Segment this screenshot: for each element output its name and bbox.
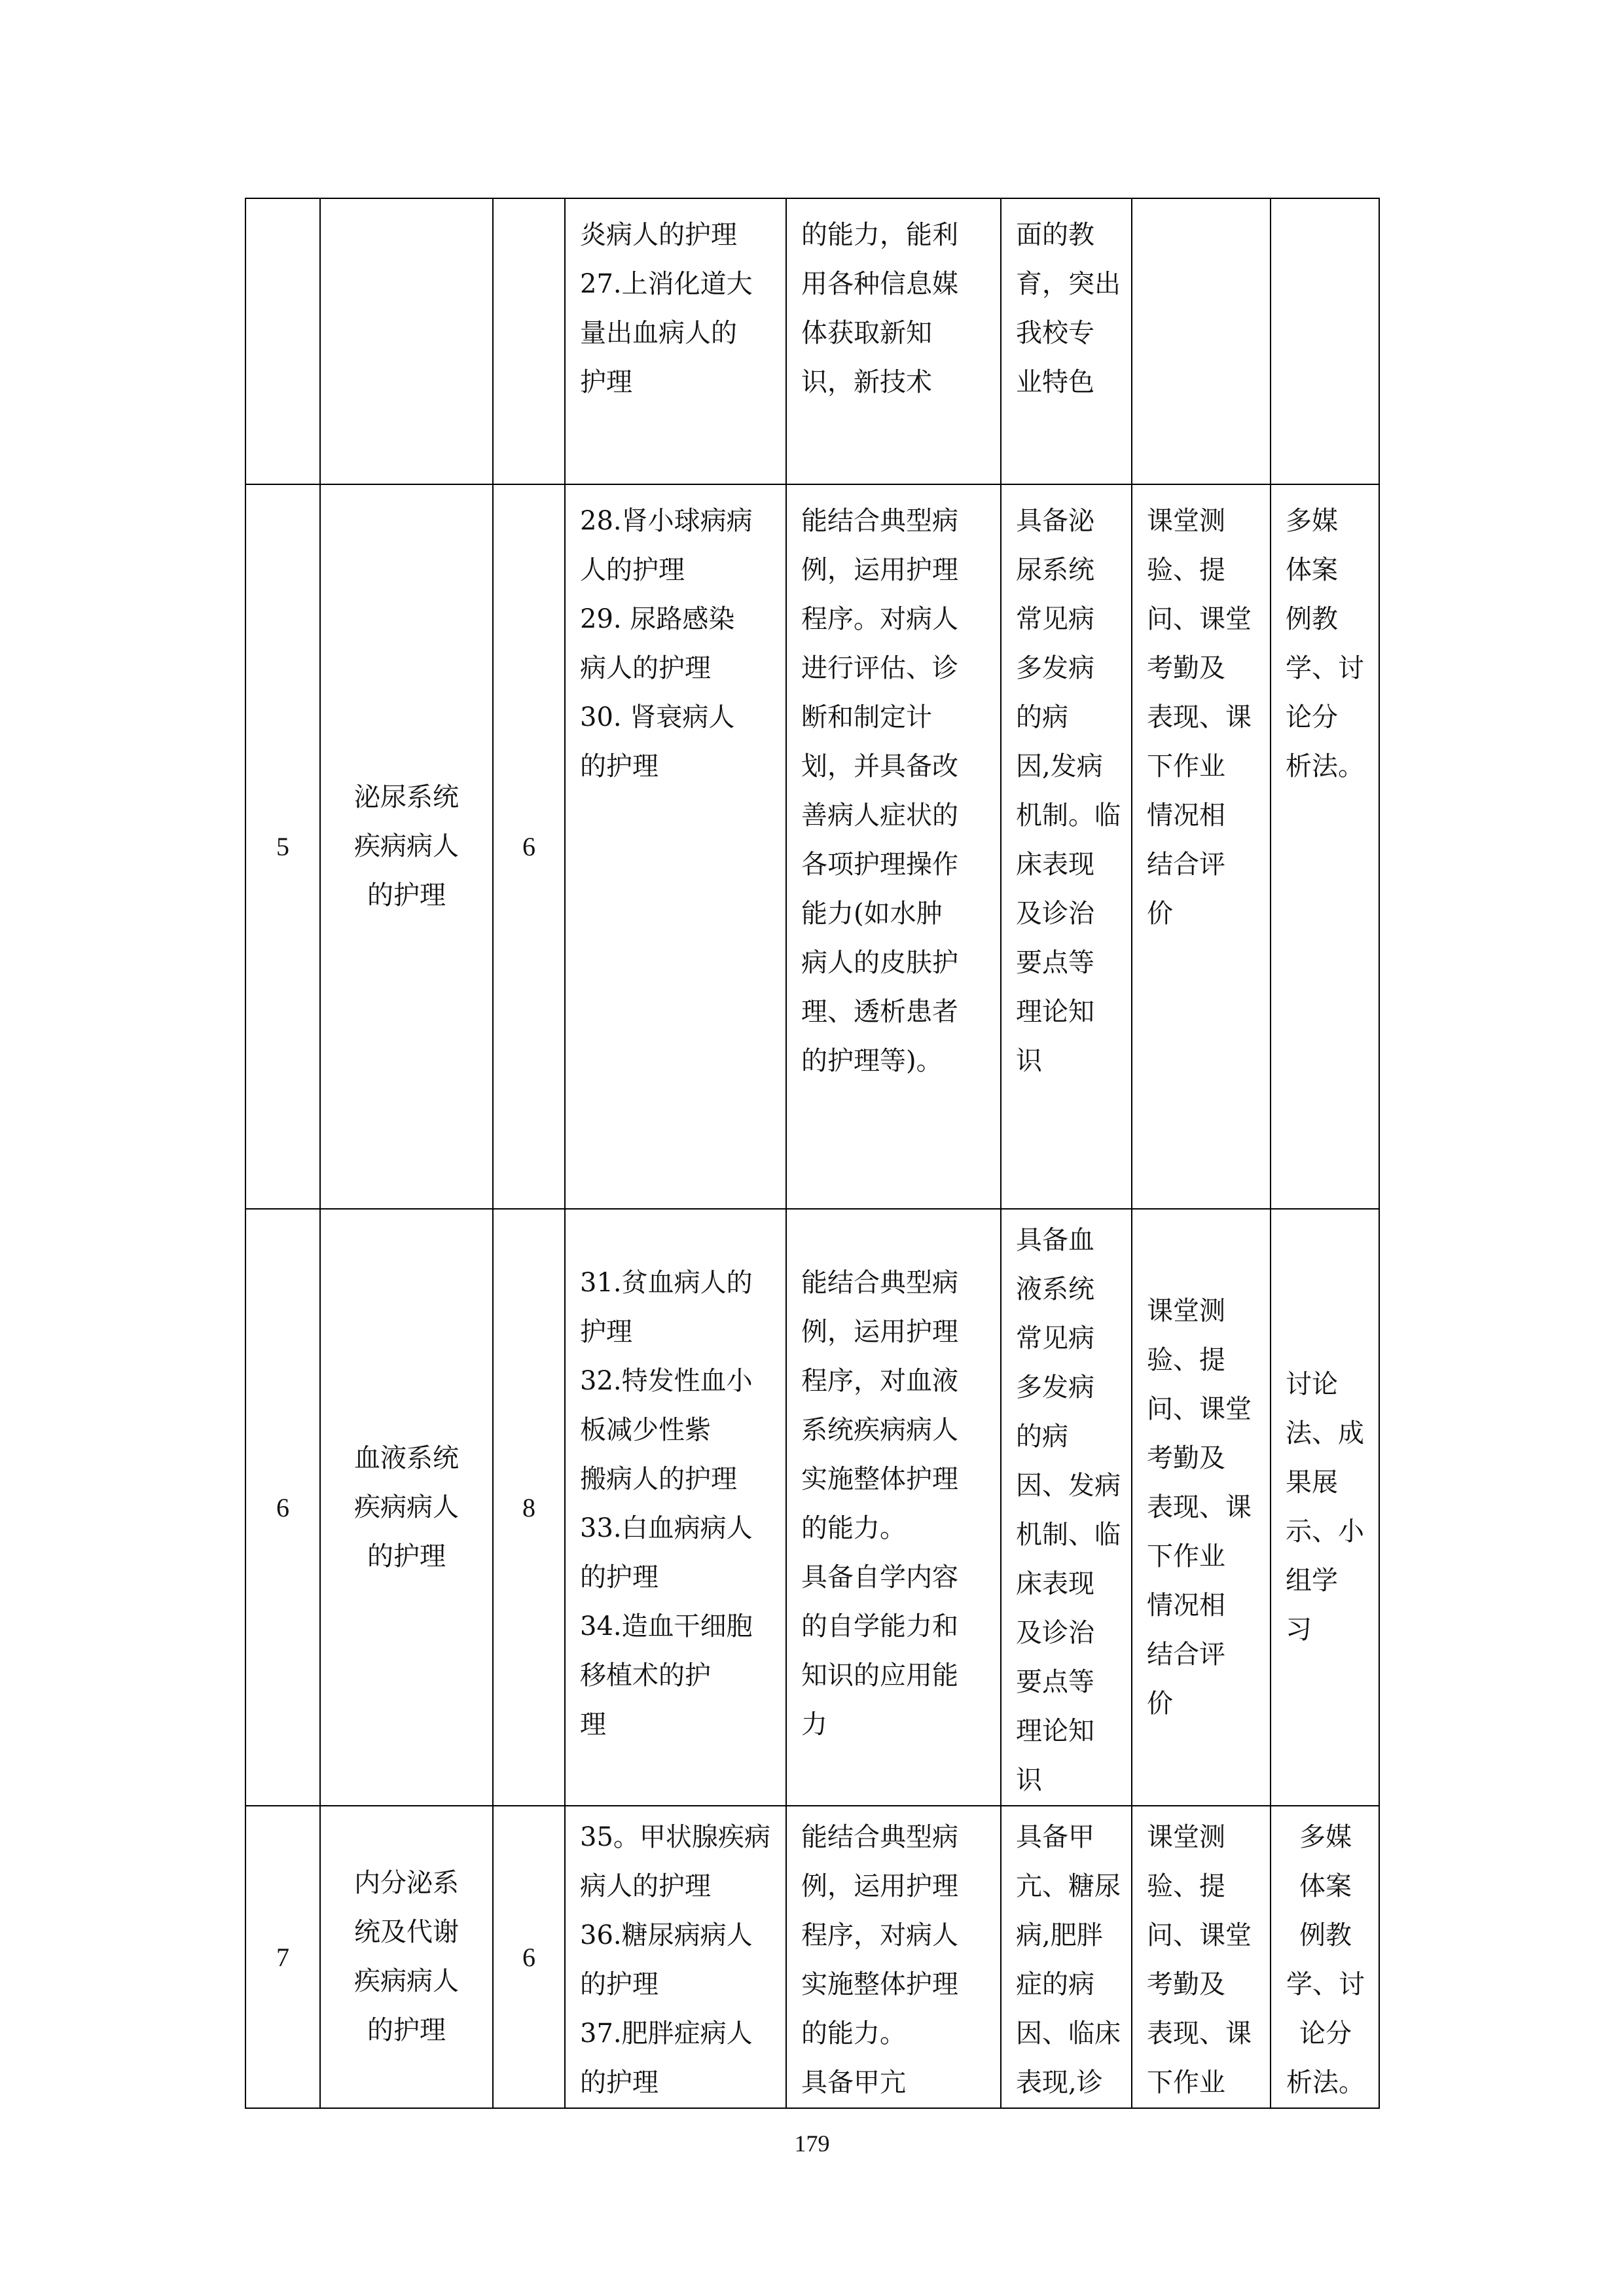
knowledge-line: 亢、糖尿 <box>1016 1871 1121 1901</box>
knowledge-line: 具备血 <box>1016 1225 1094 1255</box>
knowledge-line: 育，突出 <box>1016 269 1121 299</box>
ability-line: 实施整体护理 <box>801 1464 958 1494</box>
ability-line: 例，运用护理 <box>801 1317 958 1347</box>
assessment-line: 情况相 <box>1147 800 1225 831</box>
content-line: 36.糖尿病病人 <box>580 1920 753 1950</box>
knowledge-line: 常见病 <box>1016 1323 1094 1354</box>
assessment-line: 情况相 <box>1147 1590 1225 1621</box>
cell-method <box>1271 1209 1379 1806</box>
cell-number: 6 <box>245 1209 320 1806</box>
knowledge-line: 理论知 <box>1016 997 1094 1027</box>
assessment-line: 表现、课 <box>1147 2018 1252 2049</box>
method-line: 例教 <box>1299 1920 1352 1950</box>
method-line: 论分 <box>1299 2018 1352 2049</box>
knowledge-line: 机制。临 <box>1016 800 1121 831</box>
knowledge-line: 业特色 <box>1016 367 1094 397</box>
ability-line: 的能力。 <box>801 1513 906 1543</box>
cell-unit-name <box>320 198 493 484</box>
method-line: 果展 <box>1286 1467 1338 1498</box>
assessment-line: 下作业 <box>1147 2068 1225 2098</box>
ability-line: 用各种信息媒 <box>801 269 958 299</box>
assessment-line: 考勤及 <box>1147 653 1225 683</box>
knowledge-line: 床表现 <box>1016 1569 1094 1599</box>
cell-unit-name <box>320 484 493 1209</box>
unit-name-line: 泌尿系统 <box>354 782 459 812</box>
cell-content <box>565 484 786 1209</box>
ability-line: 实施整体护理 <box>801 1969 958 2000</box>
ability-line: 知识的应用能 <box>801 1660 958 1691</box>
ability-line: 理、透析患者 <box>801 997 958 1027</box>
method-line: 组学 <box>1286 1566 1338 1596</box>
ability-line: 的自学能力和 <box>801 1611 958 1641</box>
assessment-line: 下作业 <box>1147 1541 1225 1571</box>
ability-line: 能结合典型病 <box>801 506 958 536</box>
assessment-line: 问、课堂 <box>1147 1920 1252 1950</box>
ability-line: 能力(如水肿 <box>801 899 943 929</box>
cell-ability <box>786 1209 1001 1806</box>
ability-line: 能结合典型病 <box>801 1822 958 1852</box>
cell-content <box>565 1806 786 2108</box>
content-line: 30. 肾衰病人 <box>580 702 735 732</box>
method-line: 示、小 <box>1286 1516 1364 1547</box>
cell-hours <box>493 198 565 484</box>
method-line: 习 <box>1286 1615 1312 1645</box>
table-row <box>245 484 1379 1209</box>
unit-name-line: 统及代谢 <box>354 1917 459 1947</box>
ability-line: 识，新技术 <box>801 367 932 397</box>
assessment-line: 结合评 <box>1147 850 1225 880</box>
knowledge-line: 病,肥胖 <box>1016 1920 1103 1950</box>
method-line: 例教 <box>1286 604 1338 634</box>
method-line: 法、成 <box>1286 1418 1364 1448</box>
ability-line: 程序，对病人 <box>801 1920 958 1950</box>
cell-assessment <box>1132 1209 1271 1806</box>
unit-name-line: 血液系统 <box>354 1443 459 1473</box>
knowledge-line: 及诊治 <box>1016 899 1094 929</box>
cell-number: 5 <box>245 484 320 1209</box>
unit-name-line: 的护理 <box>367 880 446 910</box>
assessment-line: 结合评 <box>1147 1639 1225 1670</box>
ability-line: 划，并具备改 <box>801 751 958 781</box>
content-line: 病人的护理 <box>580 1871 711 1901</box>
assessment-line: 表现、课 <box>1147 1492 1252 1522</box>
content-line: 33.白血病病人 <box>580 1513 753 1543</box>
knowledge-line: 多发病 <box>1016 1372 1094 1403</box>
cell-knowledge <box>1001 1209 1132 1806</box>
knowledge-line: 理论知 <box>1016 1716 1094 1746</box>
assessment-line: 问、课堂 <box>1147 604 1252 634</box>
course-content-table <box>245 198 1380 2109</box>
method-line: 论分 <box>1286 702 1338 732</box>
content-line: 37.肥胖症病人 <box>580 2018 753 2049</box>
ability-line: 体获取新知 <box>801 318 932 348</box>
knowledge-line: 多发病 <box>1016 653 1094 683</box>
content-line: 27.上消化道大 <box>580 269 753 299</box>
cell-method <box>1271 1806 1379 2108</box>
ability-line: 具备甲亢 <box>801 2068 906 2098</box>
assessment-line: 问、课堂 <box>1147 1393 1252 1424</box>
knowledge-line: 表现,诊 <box>1016 2068 1103 2098</box>
assessment-line: 课堂测 <box>1147 506 1225 536</box>
ability-line: 例，运用护理 <box>801 1871 958 1901</box>
content-line: 29. 尿路感染 <box>580 604 735 634</box>
knowledge-line: 识 <box>1016 1046 1042 1076</box>
method-line: 讨论 <box>1286 1369 1338 1399</box>
content-line: 炎病人的护理 <box>580 220 737 250</box>
knowledge-line: 尿系统 <box>1016 555 1094 585</box>
cell-assessment <box>1132 484 1271 1209</box>
unit-name-line: 疾病病人 <box>354 1492 459 1522</box>
ability-line: 善病人症状的 <box>801 800 958 831</box>
ability-line: 具备自学内容 <box>801 1562 958 1592</box>
assessment-line: 验、提 <box>1147 1871 1225 1901</box>
cell-content <box>565 1209 786 1806</box>
content-line: 病人的护理 <box>580 653 711 683</box>
knowledge-line: 我校专 <box>1016 318 1094 348</box>
ability-line: 的能力，能利 <box>801 220 958 250</box>
table-row <box>245 1209 1379 1806</box>
content-line: 理 <box>580 1710 606 1740</box>
knowledge-line: 的病 <box>1016 1422 1068 1452</box>
cell-unit-name <box>320 1209 493 1806</box>
unit-name-line: 内分泌系 <box>354 1868 459 1898</box>
unit-name-line: 的护理 <box>367 2015 446 2045</box>
method-line: 学、讨 <box>1286 653 1364 683</box>
method-line: 析法。 <box>1286 2068 1365 2098</box>
cell-ability <box>786 484 1001 1209</box>
assessment-line: 课堂测 <box>1147 1295 1225 1326</box>
content-line: 量出血病人的 <box>580 318 737 348</box>
cell-hours: 6 <box>493 1806 565 2108</box>
assessment-line: 下作业 <box>1147 751 1225 781</box>
content-line: 34.造血干细胞 <box>580 1611 753 1641</box>
ability-line: 系统疾病病人 <box>801 1415 958 1445</box>
cell-content <box>565 198 786 484</box>
knowledge-line: 症的病 <box>1016 1969 1094 2000</box>
ability-line: 的能力。 <box>801 2018 906 2049</box>
table-row <box>245 198 1379 484</box>
method-line: 学、讨 <box>1286 1969 1365 2000</box>
cell-assessment <box>1132 1806 1271 2108</box>
knowledge-line: 常见病 <box>1016 604 1094 634</box>
assessment-line: 考勤及 <box>1147 1443 1225 1473</box>
assessment-line: 价 <box>1147 1688 1173 1719</box>
cell-assessment <box>1132 198 1271 484</box>
assessment-line: 考勤及 <box>1147 1969 1225 2000</box>
content-line: 35。甲状腺疾病 <box>580 1822 770 1852</box>
content-line: 搬病人的护理 <box>580 1464 737 1494</box>
unit-name-line: 疾病病人 <box>354 831 459 861</box>
table-row <box>245 1806 1379 2108</box>
ability-line: 的护理等)。 <box>801 1046 943 1076</box>
knowledge-line: 床表现 <box>1016 850 1094 880</box>
knowledge-line: 的病 <box>1016 702 1068 732</box>
ability-line: 力 <box>801 1710 827 1740</box>
method-line: 多媒 <box>1286 506 1338 536</box>
knowledge-line: 具备甲 <box>1016 1822 1094 1852</box>
ability-line: 各项护理操作 <box>801 850 958 880</box>
ability-line: 程序。对病人 <box>801 604 958 634</box>
ability-line: 进行评估、诊 <box>801 653 958 683</box>
knowledge-line: 因、发病 <box>1016 1471 1121 1501</box>
knowledge-line: 因、临床 <box>1016 2018 1121 2049</box>
knowledge-line: 因,发病 <box>1016 751 1103 781</box>
content-line: 的护理 <box>580 1969 659 2000</box>
ability-line: 程序，对血液 <box>801 1366 958 1396</box>
ability-line: 能结合典型病 <box>801 1268 958 1298</box>
cell-ability <box>786 1806 1001 2108</box>
assessment-line: 验、提 <box>1147 1344 1225 1375</box>
knowledge-line: 及诊治 <box>1016 1618 1094 1648</box>
content-line: 31.贫血病人的 <box>580 1268 753 1298</box>
content-line: 移植术的护 <box>580 1660 711 1691</box>
content-line: 护理 <box>580 1317 632 1347</box>
cell-number <box>245 198 320 484</box>
knowledge-line: 要点等 <box>1016 1667 1094 1697</box>
assessment-line: 验、提 <box>1147 555 1225 585</box>
content-line: 28.肾小球病病 <box>580 506 753 536</box>
cell-unit-name <box>320 1806 493 2108</box>
ability-line: 病人的皮肤护 <box>801 948 958 978</box>
content-line: 的护理 <box>580 751 659 781</box>
content-line: 32.特发性血小 <box>580 1366 753 1396</box>
method-line: 多媒 <box>1299 1822 1352 1852</box>
method-line: 体案 <box>1299 1871 1352 1901</box>
cell-number: 7 <box>245 1806 320 2108</box>
cell-method <box>1271 198 1379 484</box>
cell-ability <box>786 198 1001 484</box>
knowledge-line: 识 <box>1016 1765 1042 1795</box>
assessment-line: 课堂测 <box>1147 1822 1225 1852</box>
method-line: 体案 <box>1286 555 1338 585</box>
cell-hours: 6 <box>493 484 565 1209</box>
knowledge-line: 液系统 <box>1016 1274 1094 1304</box>
knowledge-line: 面的教 <box>1016 220 1094 250</box>
ability-line: 断和制定计 <box>801 702 932 732</box>
content-line: 的护理 <box>580 2068 659 2098</box>
ability-line: 例，运用护理 <box>801 555 958 585</box>
assessment-line: 表现、课 <box>1147 702 1252 732</box>
content-line: 护理 <box>580 367 632 397</box>
knowledge-line: 具备泌 <box>1016 506 1094 536</box>
cell-knowledge <box>1001 484 1132 1209</box>
assessment-line: 价 <box>1147 899 1173 929</box>
cell-method <box>1271 484 1379 1209</box>
unit-name-line: 疾病病人 <box>354 1966 459 1996</box>
unit-name-line: 的护理 <box>367 1541 446 1571</box>
content-line: 板减少性紫 <box>580 1415 711 1445</box>
cell-hours: 8 <box>493 1209 565 1806</box>
page-number: 179 <box>794 2130 830 2157</box>
content-line: 人的护理 <box>580 555 685 585</box>
cell-knowledge <box>1001 1806 1132 2108</box>
knowledge-line: 机制、临 <box>1016 1520 1121 1550</box>
content-line: 的护理 <box>580 1562 659 1592</box>
method-line: 析法。 <box>1286 751 1364 781</box>
cell-knowledge <box>1001 198 1132 484</box>
knowledge-line: 要点等 <box>1016 948 1094 978</box>
